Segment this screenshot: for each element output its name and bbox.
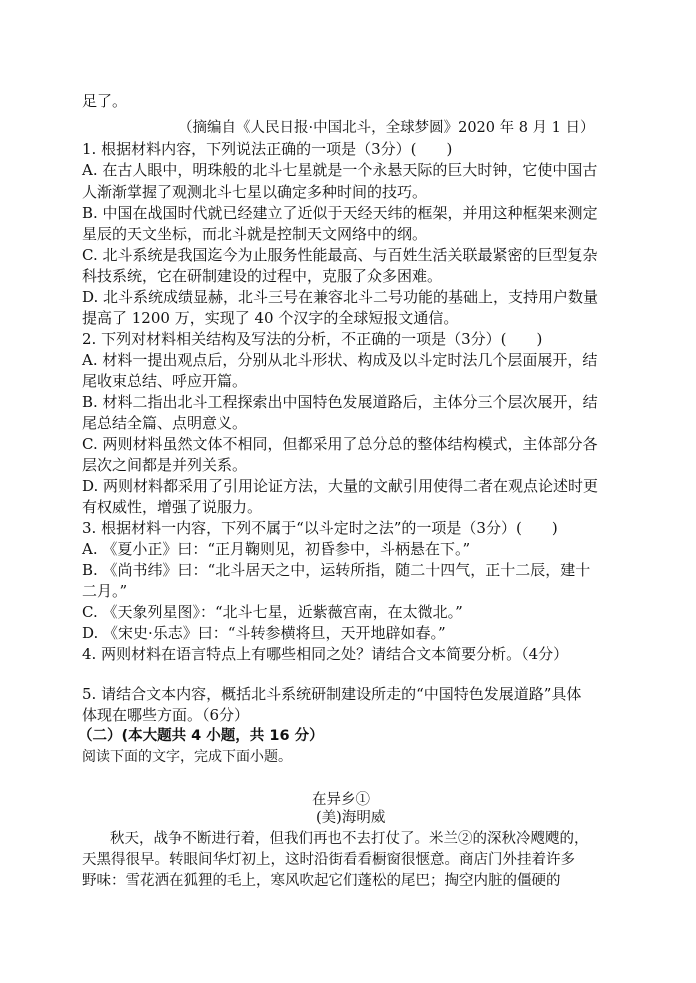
story-author: (美)海明威: [316, 810, 386, 826]
q1-stem: 1. 根据材料内容，下列说法正确的一项是（3分）( ): [82, 140, 453, 158]
q3-option-a: A. 《夏小正》曰：“正月鞠则见，初昏参中，斗柄悬在下。”: [82, 540, 471, 558]
q2-option-c-line2: 层次之间都是并列关系。: [82, 456, 248, 474]
q2-option-c-line1: C. 两则材料虽然文体不相同，但都采用了总分总的整体结构模式，主体部分各: [82, 435, 598, 453]
q1-option-a-line1: A. 在古人眼中，明珠般的北斗七星就是一个永悬天际的巨大时钟，它使中国古: [82, 161, 598, 179]
q1-option-c-line2: 科技系统，它在研制建设的过程中，克服了众多困难。: [82, 267, 443, 285]
q2-option-a-line2: 尾收束总结、呼应开篇。: [82, 372, 248, 390]
section-heading: （二）(本大题共 4 小题，共 16 分）: [78, 728, 324, 744]
story-paragraph-line1: 秋天，战争不断进行着，但我们再也不去打仗了。米兰②的深秋冷飕飕的，: [110, 831, 589, 847]
q2-option-a-line1: A. 材料一提出观点后，分别从北斗形状、构成及以斗定时法几个层面展开，结: [82, 351, 598, 369]
q3-option-c: C. 《天象列星图》：“北斗七星，近紫薇宫南，在太微北。”: [82, 603, 463, 621]
q2-stem: 2. 下列对材料相关结构及写法的分析，不正确的一项是（3分）( ): [82, 330, 543, 348]
q5-stem-line2: 体现在哪些方面。（6分）: [82, 706, 250, 724]
section-instruction: 阅读下面的文字，完成下面小题。: [82, 749, 292, 765]
q3-option-d: D. 《宋史·乐志》曰：“斗转参横将旦，天开地辟如春。”: [82, 624, 446, 642]
story-paragraph-line3: 野味：雪花洒在狐狸的毛上，寒风吹起它们蓬松的尾巴；掏空内脏的僵硬的: [82, 873, 561, 889]
passage-ending: 足了。: [82, 92, 128, 110]
q1-option-d-line2: 提高了 1200 万，实现了 40 个汉字的全球短报文通信。: [82, 309, 459, 327]
q2-option-d-line2: 有权威性，增强了说服力。: [82, 498, 263, 516]
q2-option-b-line2: 尾总结全篇、点明意义。: [82, 414, 248, 432]
q1-option-b-line1: B. 中国在战国时代就已经建立了近似于天经天纬的框架，并用这种框架来测定: [82, 204, 598, 222]
q1-option-d-line1: D. 北斗系统成绩显赫，北斗三号在兼容北斗二号功能的基础上，支持用户数量: [82, 288, 599, 306]
q3-stem: 3. 根据材料一内容，下列不属于“以斗定时之法”的一项是（3分）( ): [82, 519, 558, 537]
q1-option-c-line1: C. 北斗系统是我国迄今为止服务性能最高、与百姓生活关联最紧密的巨型复杂: [82, 246, 598, 264]
q2-option-d-line1: D. 两则材料都采用了引用论证方法，大量的文献引用使得二者在观点论述时更: [82, 477, 599, 495]
q1-option-b-line2: 星辰的天文坐标，而北斗就是控制天文网络中的纲。: [82, 225, 428, 243]
q1-option-a-line2: 人渐渐掌握了观测北斗七星以确定多种时间的技巧。: [82, 183, 428, 201]
q3-option-b-line2: 二月。”: [82, 582, 128, 600]
story-title: 在异乡①: [312, 792, 370, 808]
story-paragraph-line2: 天黑得很早。转眼间华灯初上，这时沿街看看橱窗很惬意。商店门外挂着许多: [82, 852, 575, 868]
q5-stem-line1: 5. 请结合文本内容，概括北斗系统研制建设所走的“中国特色发展道路”具体: [82, 685, 582, 703]
source-citation: （摘编自《人民日报·中国北斗，全球梦圆》2020 年 8 月 1 日）: [178, 120, 595, 136]
q3-option-b-line1: B. 《尚书纬》曰：“北斗居天之中，运转所指，随二十四气，正十二辰，建十: [82, 561, 591, 579]
q2-option-b-line1: B. 材料二指出北斗工程探索出中国特色发展道路后，主体分三个层次展开，结: [82, 393, 598, 411]
q4-stem: 4. 两则材料在语言特点上有哪些相同之处？请结合文本简要分析。（4分）: [82, 645, 569, 663]
